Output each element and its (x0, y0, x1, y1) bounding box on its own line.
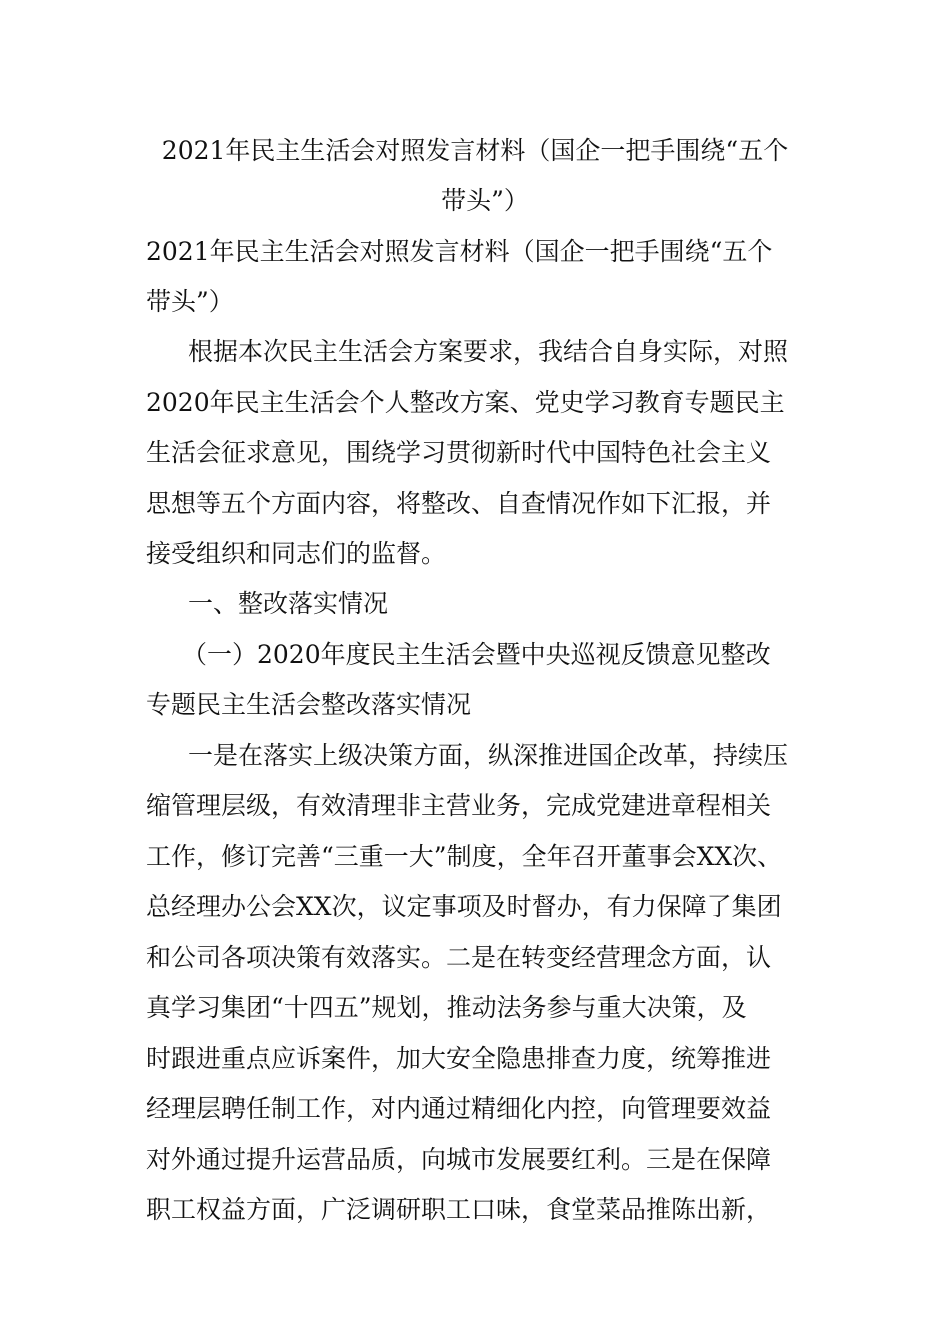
subtitle-line-1: 2021年民主生活会对照发言材料（国企一把手围绕“五个 (146, 237, 773, 266)
document-title-line-2: 带头”） (441, 186, 529, 215)
paragraph-line: 真学习集团“十四五”规划，推动法务参与重大决策，及 (146, 993, 747, 1022)
subtitle-line-2: 带头”） (146, 287, 234, 316)
paragraph-line: 对外通过提升运营品质，向城市发展要红利。三是在保障 (146, 1145, 772, 1174)
paragraph-line: 总经理办公会XX次，议定事项及时督办，有力保障了集团 (146, 892, 782, 921)
paragraph-line: 工作，修订完善“三重一大”制度，全年召开董事会XX次、 (146, 842, 783, 871)
paragraph-line: 时跟进重点应诉案件，加大安全隐患排查力度，统筹推进 (146, 1044, 772, 1073)
paragraph-line: 思想等五个方面内容，将整改、自查情况作如下汇报，并 (146, 489, 772, 518)
paragraph-line: 生活会征求意见，围绕学习贯彻新时代中国特色社会主义 (146, 438, 772, 467)
subsection-heading-line-2: 专题民主生活会整改落实情况 (146, 690, 472, 719)
paragraph-line: 接受组织和同志们的监督。 (146, 539, 447, 568)
document-title-line-1: 2021年民主生活会对照发言材料（国企一把手围绕“五个 (161, 136, 789, 165)
paragraph-line: 职工权益方面，广泛调研职工口味，食堂菜品推陈出新， (146, 1195, 772, 1224)
section-heading: 一、整改落实情况 (188, 589, 389, 618)
paragraph-line: 经理层聘任制工作，对内通过精细化内控，向管理要效益 (146, 1094, 772, 1123)
paragraph-line: 缩管理层级，有效清理非主营业务，完成党建进章程相关 (146, 791, 772, 820)
paragraph-line: 和公司各项决策有效落实。二是在转变经营理念方面，认 (146, 943, 772, 972)
paragraph-line: 一是在落实上级决策方面，纵深推进国企改革，持续压 (188, 741, 789, 770)
paragraph-line: 2020年民主生活会个人整改方案、党史学习教育专题民主 (146, 388, 785, 417)
subsection-heading-line-1: （一）2020年度民主生活会暨中央巡视反馈意见整改 (182, 640, 771, 669)
paragraph-line: 根据本次民主生活会方案要求，我结合自身实际，对照 (188, 337, 789, 366)
